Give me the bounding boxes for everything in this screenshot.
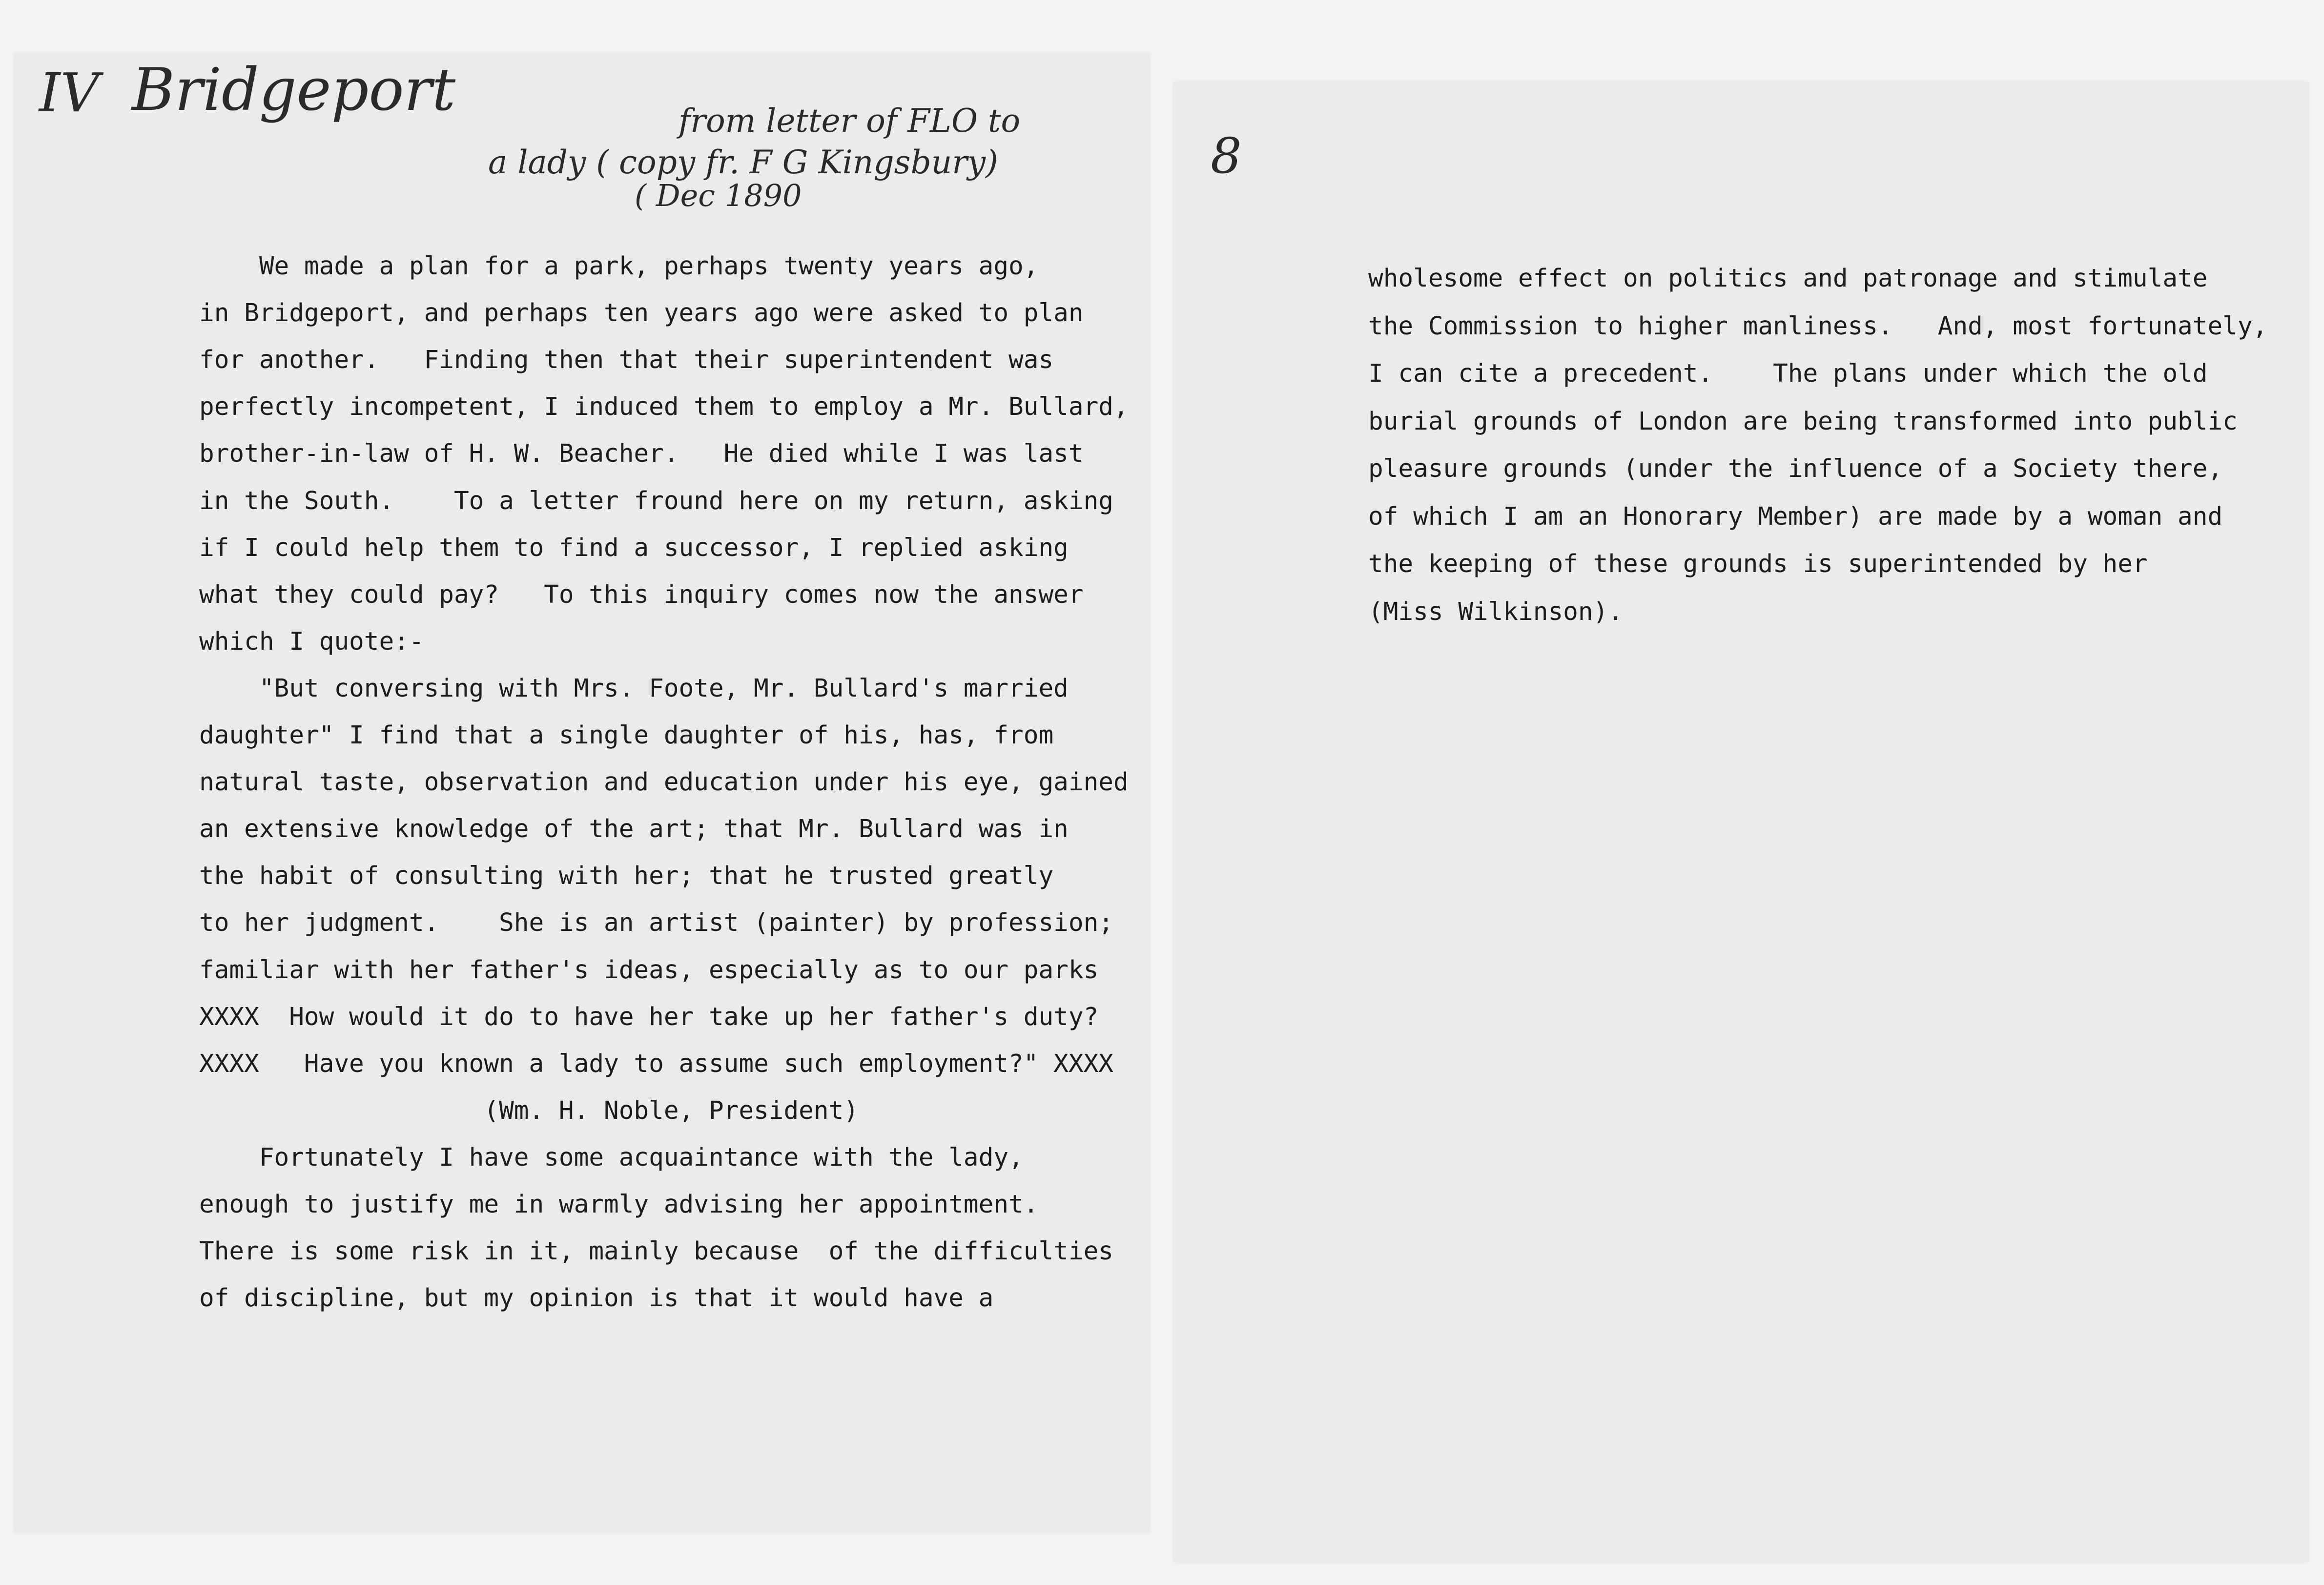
- handwritten-place-name: Bridgeport: [132, 56, 456, 124]
- right-text-line: wholesome effect on politics and patronage and stimulate: [1368, 264, 2208, 293]
- left-text-line: if I could help them to find a successor, I replied asking: [199, 533, 1069, 562]
- left-text-line: brother-in-law of H. W. Beacher. He died while I was last: [199, 439, 1084, 469]
- left-text-line: We made a plan for a park, perhaps twenty years ago,: [199, 252, 1039, 281]
- right-page: [1174, 82, 2308, 1562]
- right-text-line: of which I am an Honorary Member) are made by a woman and: [1368, 502, 2223, 531]
- left-text-line: There is some risk in it, mainly because of the difficulties: [199, 1237, 1113, 1266]
- left-text-line: in Bridgeport, and perhaps ten years ago were asked to plan: [199, 299, 1084, 328]
- right-text-line: (Miss Wilkinson).: [1368, 597, 1623, 626]
- handwritten-note-line3: ( Dec 1890: [635, 178, 802, 213]
- left-text-line: of discipline, but my opinion is that it would have a: [199, 1284, 994, 1313]
- left-text-line: which I quote:-: [199, 627, 424, 656]
- left-text-line: (Wm. H. Noble, President): [199, 1096, 859, 1125]
- right-text-line: pleasure grounds (under the influence of a Society there,: [1368, 454, 2223, 483]
- left-text-line: "But conversing with Mrs. Foote, Mr. Bullard's married: [199, 674, 1069, 703]
- left-text-line: natural taste, observation and education under his eye, gained: [199, 768, 1129, 797]
- left-text-line: what they could pay? To this inquiry comes now the answer: [199, 580, 1084, 609]
- handwritten-note-line2: a lady ( copy fr. F G Kingsbury): [488, 144, 998, 181]
- left-text-line: perfectly incompetent, I induced them to employ a Mr. Bullard,: [199, 392, 1129, 422]
- left-text-line: the habit of consulting with her; that he trusted greatly: [199, 862, 1054, 891]
- left-text-line: an extensive knowledge of the art; that Mr. Bullard was in: [199, 815, 1069, 844]
- right-text-line: burial grounds of London are being transformed into public: [1368, 407, 2238, 436]
- handwritten-note-line1: from letter of FLO to: [679, 102, 1021, 140]
- left-text-line: familiar with her father's ideas, especially as to our parks: [199, 955, 1099, 985]
- handwritten-page-number: 8: [1211, 127, 1242, 185]
- left-text-line: daughter" I find that a single daughter of his, has, from: [199, 721, 1054, 750]
- left-text-line: XXXX Have you known a lady to assume such employment?" XXXX: [199, 1049, 1113, 1078]
- handwritten-roman-numeral: IV: [39, 62, 99, 124]
- left-text-line: enough to justify me in warmly advising her appointment.: [199, 1190, 1039, 1219]
- left-text-line: XXXX How would it do to have her take up her father's duty?: [199, 1002, 1099, 1031]
- right-text-line: the Commission to higher manliness. And, most fortunately,: [1368, 311, 2268, 341]
- right-text-line: I can cite a precedent. The plans under which the old: [1368, 359, 2208, 388]
- left-text-line: in the South. To a letter fround here on my return, asking: [199, 486, 1113, 515]
- left-text-line: for another. Finding then that their superintendent was: [199, 346, 1054, 375]
- right-text-line: the keeping of these grounds is superintended by her: [1368, 550, 2148, 578]
- left-text-line: Fortunately I have some acquaintance with the lady,: [199, 1143, 1024, 1172]
- left-text-line: to her judgment. She is an artist (painter) by profession;: [199, 908, 1113, 938]
